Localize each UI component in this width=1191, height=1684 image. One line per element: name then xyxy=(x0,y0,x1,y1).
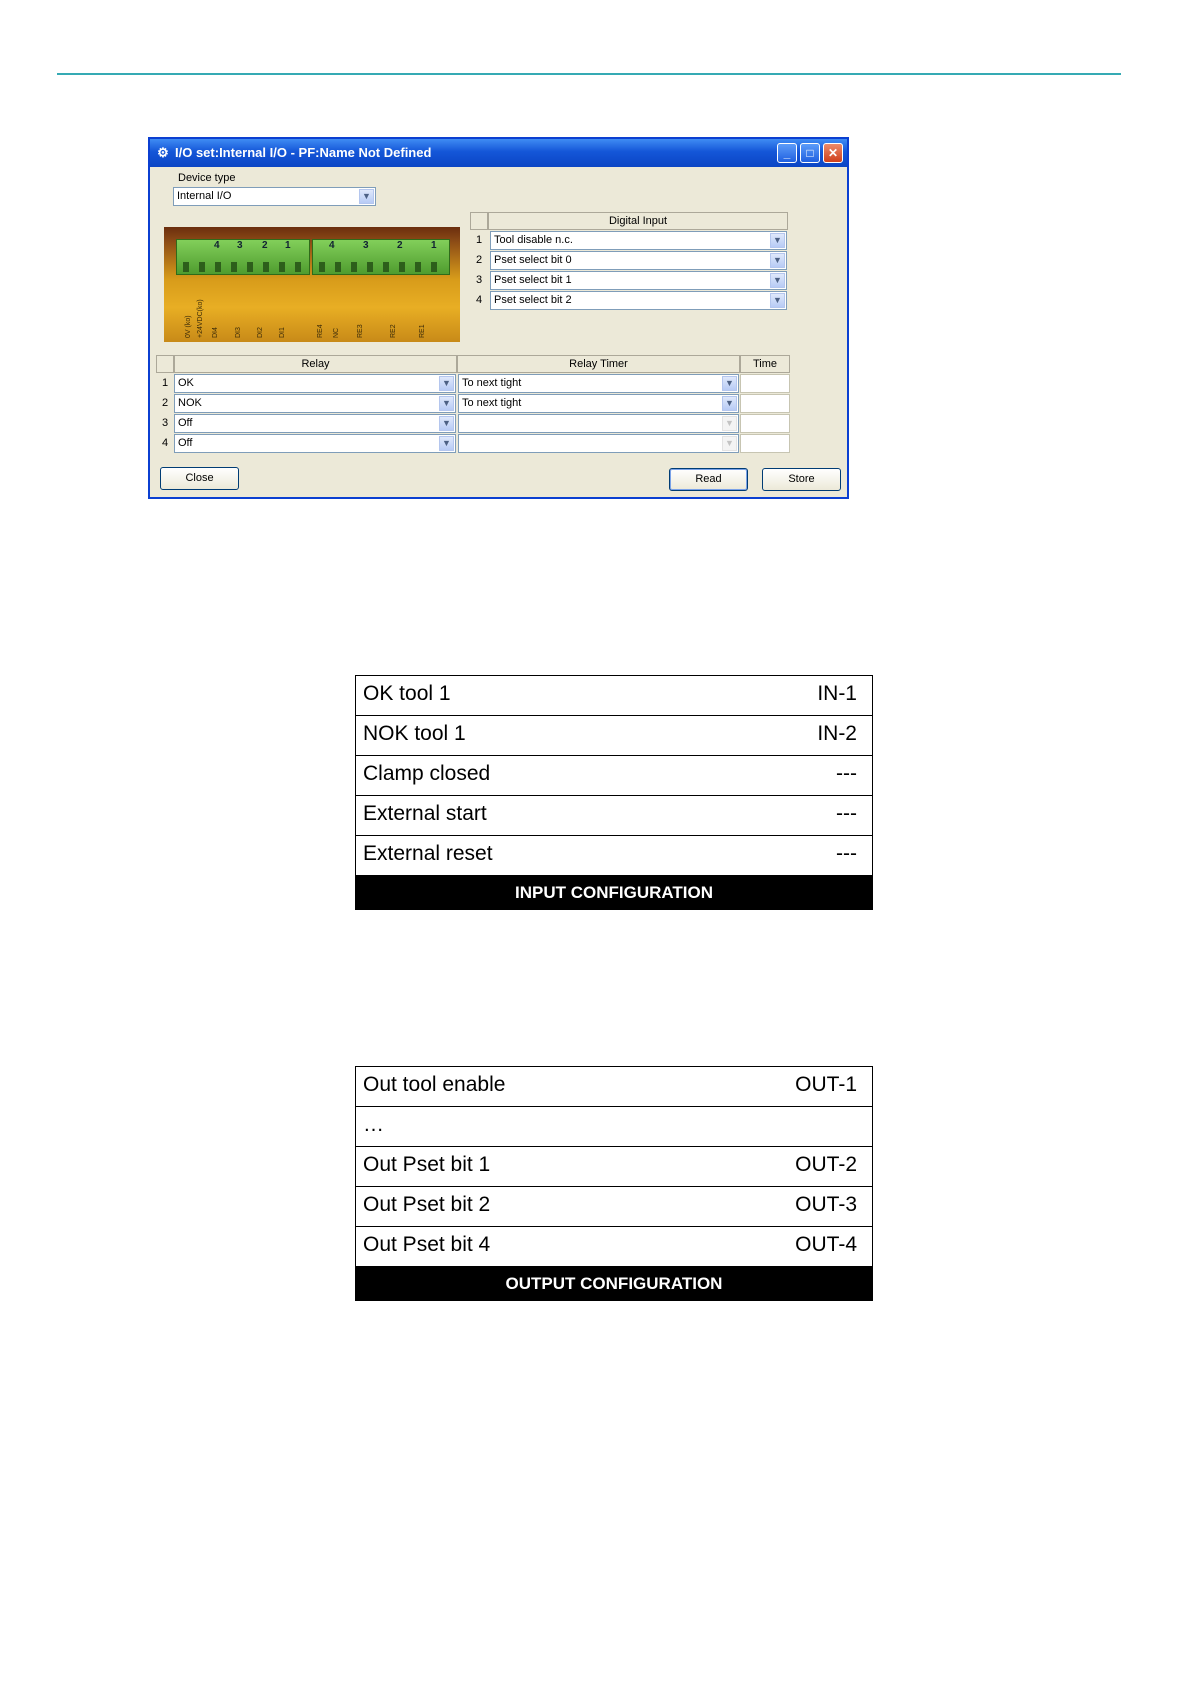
input-name: External start xyxy=(363,802,487,825)
relay-timer-select-4 xyxy=(458,434,739,453)
output-name: … xyxy=(363,1113,384,1136)
digital-input-select-1[interactable] xyxy=(490,231,787,250)
relay-timer-value: To next tight xyxy=(462,377,522,389)
relay-timer-select-2[interactable] xyxy=(458,394,739,413)
input-name: OK tool 1 xyxy=(363,682,451,705)
relay-timer-select-3 xyxy=(458,414,739,433)
chevron-down-icon[interactable]: ▼ xyxy=(439,396,454,411)
input-value: --- xyxy=(836,762,857,785)
terminal-number: 3 xyxy=(363,240,369,251)
terminal-label: +24VDC(ko) xyxy=(197,299,204,338)
time-cell-4[interactable] xyxy=(740,434,790,453)
close-window-button[interactable]: ✕ xyxy=(823,143,843,163)
row-number: 3 xyxy=(475,274,483,286)
minimize-button[interactable]: _ xyxy=(777,143,797,163)
table-row xyxy=(356,756,872,796)
row-number: 1 xyxy=(475,234,483,246)
terminal-number: 2 xyxy=(397,240,403,251)
chevron-down-icon[interactable]: ▼ xyxy=(770,273,785,288)
table-row xyxy=(356,676,872,716)
table-row xyxy=(356,1187,872,1227)
output-name: Out tool enable xyxy=(363,1073,506,1096)
output-configuration-table xyxy=(355,1066,873,1301)
relay-timer-select-1[interactable] xyxy=(458,374,739,393)
terminal-number: 2 xyxy=(262,240,268,251)
relay-value: Off xyxy=(178,417,193,429)
time-cell-3[interactable] xyxy=(740,414,790,433)
device-type-label: Device type xyxy=(178,172,236,184)
store-button[interactable]: Store xyxy=(762,468,841,491)
table-row xyxy=(356,716,872,756)
time-cell-2[interactable] xyxy=(740,394,790,413)
chevron-down-icon[interactable]: ▼ xyxy=(439,376,454,391)
digital-input-value: Pset select bit 0 xyxy=(494,254,572,266)
input-value: --- xyxy=(836,802,857,825)
terminal-number: 4 xyxy=(329,240,335,251)
input-value: IN-2 xyxy=(817,722,857,745)
relay-value: Off xyxy=(178,437,193,449)
terminal-label: RE3 xyxy=(357,324,364,338)
chevron-down-icon[interactable]: ▼ xyxy=(439,436,454,451)
relay-timer-header: Relay Timer xyxy=(457,355,740,373)
device-type-select[interactable] xyxy=(173,187,376,206)
tool-icon: ⚙ xyxy=(157,145,169,160)
row-number: 3 xyxy=(161,417,169,429)
terminal-number: 3 xyxy=(237,240,243,251)
terminal-label: RE2 xyxy=(390,324,397,338)
device-type-value: Internal I/O xyxy=(177,190,232,202)
table-row xyxy=(356,1107,872,1147)
grid-corner xyxy=(156,355,174,373)
output-value: OUT-2 xyxy=(795,1153,857,1176)
output-name: Out Pset bit 4 xyxy=(363,1233,491,1256)
relay-value: NOK xyxy=(178,397,202,409)
terminal-number: 4 xyxy=(214,240,220,251)
row-number: 2 xyxy=(475,254,483,266)
read-button[interactable]: Read xyxy=(669,468,748,491)
output-configuration-caption: OUTPUT CONFIGURATION xyxy=(356,1267,872,1300)
chevron-down-icon[interactable]: ▼ xyxy=(439,416,454,431)
table-row xyxy=(356,1227,872,1267)
digital-input-select-3[interactable] xyxy=(490,271,787,290)
terminal-number: 1 xyxy=(431,240,437,251)
chevron-down-icon: ▼ xyxy=(722,416,737,431)
grid-corner xyxy=(470,212,488,230)
table-row xyxy=(356,836,872,876)
relay-timer-value: To next tight xyxy=(462,397,522,409)
title-bar[interactable] xyxy=(150,139,847,167)
output-value: OUT-3 xyxy=(795,1193,857,1216)
table-row xyxy=(356,1147,872,1187)
chevron-down-icon[interactable]: ▼ xyxy=(770,253,785,268)
digital-input-value: Pset select bit 1 xyxy=(494,274,572,286)
row-number: 1 xyxy=(161,377,169,389)
close-button[interactable]: Close xyxy=(160,467,239,490)
header-rule xyxy=(57,73,1121,75)
row-number: 2 xyxy=(161,397,169,409)
input-value: IN-1 xyxy=(817,682,857,705)
io-set-dialog xyxy=(148,137,849,499)
terminal-label: DI3 xyxy=(235,327,242,338)
terminal-label: NC xyxy=(333,327,340,338)
input-configuration-table xyxy=(355,675,873,910)
input-name: Clamp closed xyxy=(363,762,491,785)
digital-input-header: Digital Input xyxy=(488,212,788,230)
relay-select-2[interactable] xyxy=(174,394,456,413)
terminal-label: DI1 xyxy=(279,327,286,338)
table-row xyxy=(356,1067,872,1107)
output-name: Out Pset bit 2 xyxy=(363,1193,491,1216)
digital-input-value: Tool disable n.c. xyxy=(494,234,573,246)
relay-select-1[interactable] xyxy=(174,374,456,393)
table-row xyxy=(356,796,872,836)
row-number: 4 xyxy=(161,437,169,449)
digital-input-select-2[interactable] xyxy=(490,251,787,270)
terminal-label: RE4 xyxy=(317,324,324,338)
digital-input-select-4[interactable] xyxy=(490,291,787,310)
relay-value: OK xyxy=(178,377,194,389)
chevron-down-icon[interactable]: ▼ xyxy=(770,233,785,248)
chevron-down-icon: ▼ xyxy=(722,436,737,451)
row-number: 4 xyxy=(475,294,483,306)
chevron-down-icon[interactable]: ▼ xyxy=(359,189,374,204)
window-title: I/O set:Internal I/O - PF:Name Not Defined xyxy=(175,145,432,160)
relay-select-4[interactable] xyxy=(174,434,456,453)
terminal-label: DI2 xyxy=(257,327,264,338)
chevron-down-icon[interactable]: ▼ xyxy=(770,293,785,308)
output-value: OUT-4 xyxy=(795,1233,857,1256)
output-name: Out Pset bit 1 xyxy=(363,1153,491,1176)
chevron-down-icon[interactable]: ▼ xyxy=(722,396,737,411)
digital-input-value: Pset select bit 2 xyxy=(494,294,572,306)
terminal-label: RE1 xyxy=(419,324,426,338)
input-name: External reset xyxy=(363,842,493,865)
input-value: --- xyxy=(836,842,857,865)
time-header: Time xyxy=(740,355,790,373)
input-name: NOK tool 1 xyxy=(363,722,466,745)
relay-select-3[interactable] xyxy=(174,414,456,433)
terminal-label: 0V (ko) xyxy=(185,315,192,338)
output-value: OUT-1 xyxy=(795,1073,857,1096)
terminal-block-photo xyxy=(164,227,460,342)
chevron-down-icon[interactable]: ▼ xyxy=(722,376,737,391)
relay-header: Relay xyxy=(174,355,457,373)
time-cell-1[interactable] xyxy=(740,374,790,393)
terminal-label: DI4 xyxy=(212,327,219,338)
input-configuration-caption: INPUT CONFIGURATION xyxy=(356,876,872,909)
terminal-number: 1 xyxy=(285,240,291,251)
maximize-button[interactable]: □ xyxy=(800,143,820,163)
